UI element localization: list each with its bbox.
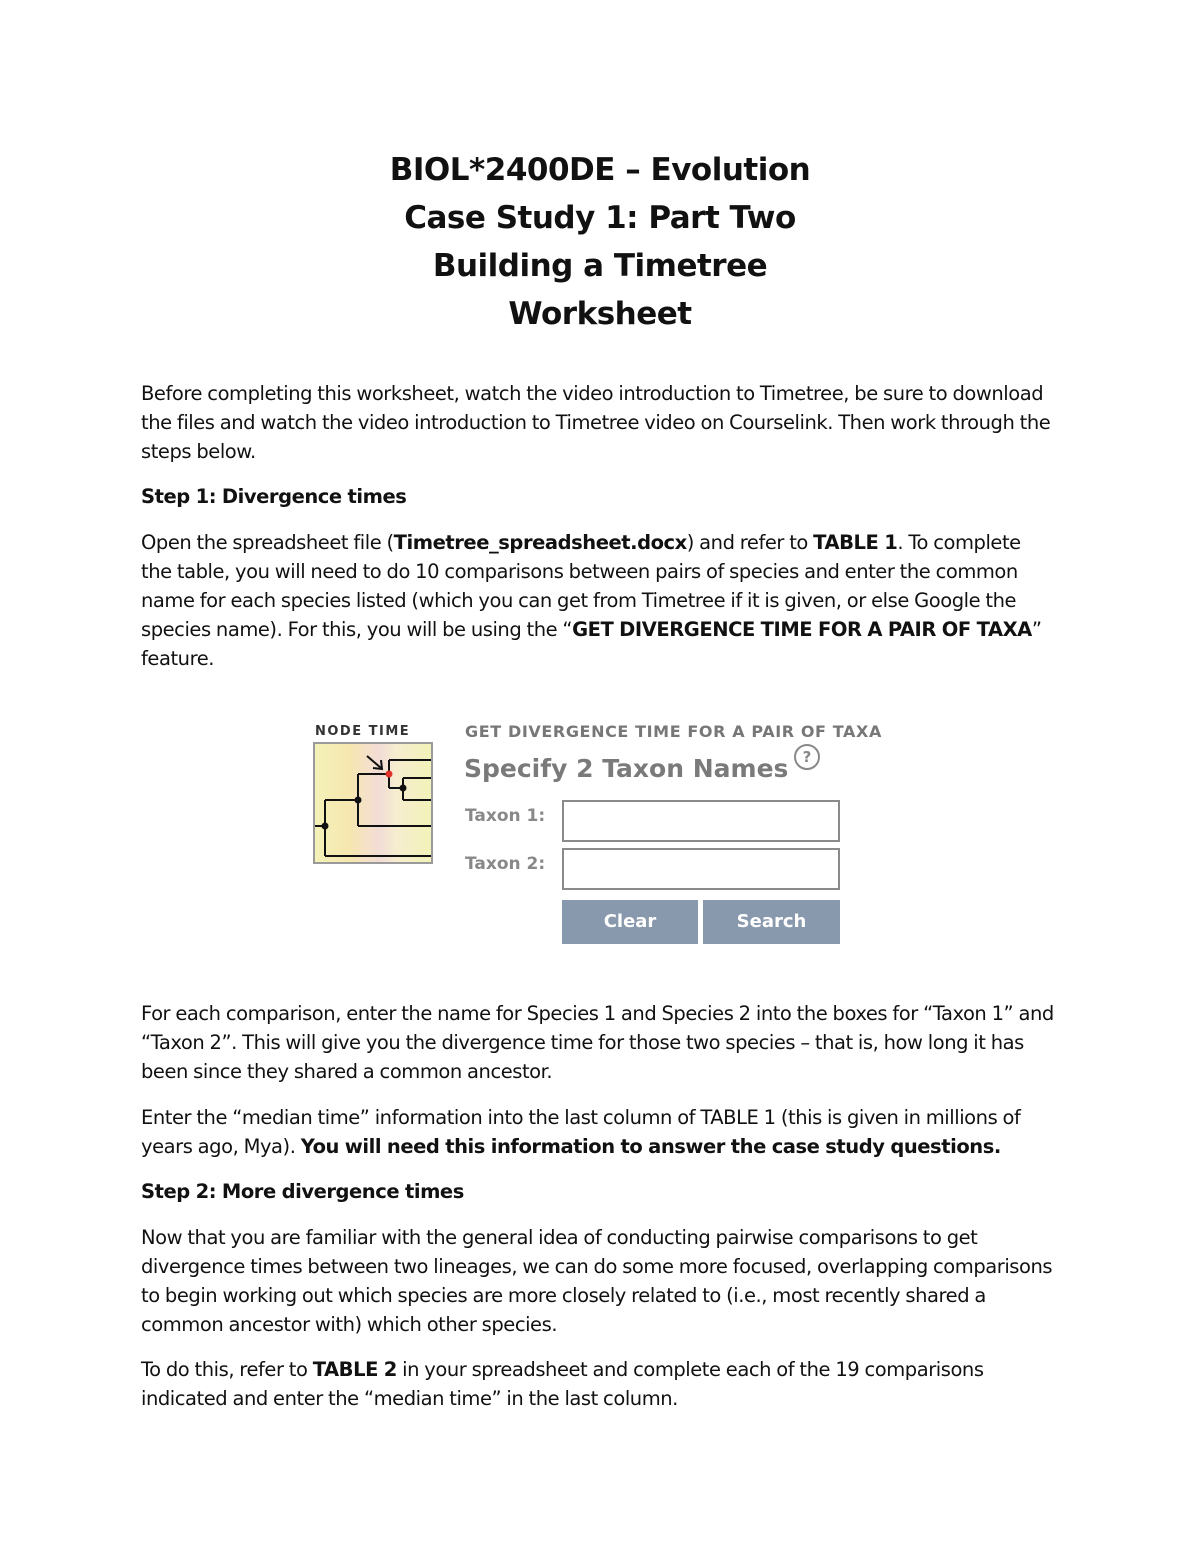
step2-paragraph-2: [141, 1355, 1056, 1413]
taxon2-label: Taxon 2:: [465, 854, 546, 874]
step1-text-a: Open the spreadsheet file (: [141, 531, 394, 554]
clear-button[interactable]: Clear: [562, 900, 698, 944]
step1-text-c: . To complete the table, you will need to do 10 comparisons between pairs of species and enter the common name for each species listed (which you can get from Timetree if it is given, or else Google the species name). For this, you will be using the “: [141, 531, 1021, 641]
step1-paragraph: [141, 528, 1056, 673]
search-button[interactable]: Search: [703, 900, 840, 944]
tree-diagram-icon: [315, 744, 431, 862]
step1-paragraph-3: [141, 1103, 1056, 1161]
widget-subheading: Specify 2 Taxon Names: [464, 754, 789, 783]
timetree-widget-screenshot: [312, 718, 912, 948]
step2-paragraph: [141, 1223, 1056, 1339]
intro-paragraph: [141, 379, 1056, 466]
step1-text-b: ) and refer to: [686, 531, 814, 554]
case-study-title: Case Study 1: Part Two: [404, 200, 796, 236]
median-time-text: Enter the “median time” information into the last column of TABLE 1 (this is given in millions of years ago, Mya).: [141, 1106, 1021, 1158]
step2-heading: [141, 1177, 1056, 1206]
table1-ref: TABLE 1: [813, 531, 898, 554]
step2-text-a: To do this, refer to: [141, 1358, 313, 1381]
important-note: You will need this information to answer the case study questions.: [300, 1135, 1001, 1158]
step1-paragraph-2: [141, 999, 1056, 1086]
taxon2-input[interactable]: [562, 848, 840, 890]
taxon1-input[interactable]: [562, 800, 840, 842]
step1-heading: [141, 482, 1056, 511]
step1-heading-text: Step 1: Divergence times: [141, 485, 407, 508]
feature-name: GET DIVERGENCE TIME FOR A PAIR OF TAXA: [572, 618, 1032, 641]
course-title: BIOL*2400DE – Evolution: [389, 152, 811, 188]
node-time-label: NODE TIME: [315, 724, 411, 739]
help-icon[interactable]: ?: [794, 744, 820, 770]
step2-heading-text: Step 2: More divergence times: [141, 1180, 464, 1203]
step1-instructions-text: For each comparison, enter the name for Species 1 and Species 2 into the boxes for “Taxon 1” and “Taxon 2”. This will give you the divergence time for those two species – that is, how long it has been since they shared a common ancestor.: [141, 1002, 1054, 1083]
intro-text: Before completing this worksheet, watch the video introduction to Timetree, be sure to download the files and watch the video introduction to Timetree video on Courselink. Then work through the steps below.: [141, 382, 1051, 463]
step2-text: Now that you are familiar with the general idea of conducting pairwise comparisons to get divergence times between two lineages, we can do some more focused, overlapping comparisons to begin working out which species are more closely related to (i.e., most recently shared a common ancestor with) which other species.: [141, 1226, 1053, 1336]
node-time-tree-icon: [313, 742, 433, 864]
worksheet-title: Worksheet: [508, 296, 692, 332]
document-title: [0, 146, 1200, 338]
table2-ref: TABLE 2: [312, 1358, 397, 1381]
topic-title: Building a Timetree: [432, 248, 768, 284]
taxon1-label: Taxon 1:: [465, 806, 546, 826]
widget-heading: GET DIVERGENCE TIME FOR A PAIR OF TAXA: [465, 722, 882, 741]
spreadsheet-filename: Timetree_spreadsheet.docx: [393, 531, 687, 554]
step2-text-b: in your spreadsheet and complete each of the 19 comparisons indicated and enter the “median time” in the last column.: [141, 1358, 984, 1410]
step1-text-d: ” feature.: [141, 618, 1042, 670]
